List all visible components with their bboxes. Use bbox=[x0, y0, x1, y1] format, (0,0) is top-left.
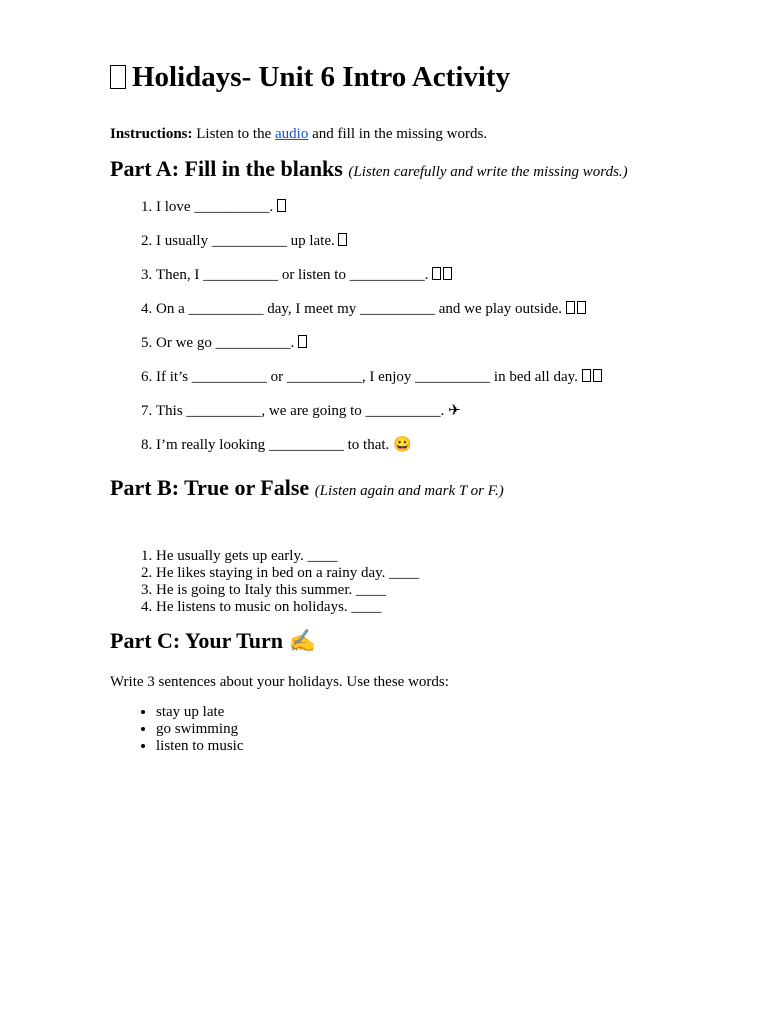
list-item: • go swimming bbox=[156, 721, 710, 738]
missing-glyph-icon bbox=[566, 301, 575, 314]
part-a-item-8: I’m really looking __________ to that. bbox=[156, 437, 390, 453]
list-item bbox=[156, 197, 710, 217]
part-c bbox=[110, 626, 710, 755]
smiley-icon: 😀 bbox=[393, 437, 412, 453]
list-item bbox=[156, 367, 710, 387]
page-title bbox=[110, 58, 710, 96]
part-a-list bbox=[110, 197, 710, 455]
list-item bbox=[156, 299, 710, 319]
list-item: 3. He is going to Italy this summer. ____ bbox=[156, 582, 710, 599]
part-b-list bbox=[110, 548, 710, 616]
missing-glyph-icon bbox=[577, 301, 586, 314]
instructions-label: Instructions: bbox=[110, 126, 193, 142]
part-c-heading bbox=[110, 626, 710, 656]
list-item: • stay up late bbox=[156, 704, 710, 721]
audio-link[interactable]: audio bbox=[275, 126, 309, 142]
part-b-title: Part B: True or False bbox=[110, 475, 310, 500]
part-a-item-2: I usually __________ up late. bbox=[156, 233, 335, 249]
airplane-icon: ✈ bbox=[448, 403, 461, 419]
part-b bbox=[110, 473, 710, 616]
missing-glyph-icon bbox=[338, 233, 347, 246]
part-c-title: Part C: Your Turn bbox=[110, 628, 283, 653]
part-a bbox=[110, 154, 710, 455]
missing-glyph-icon bbox=[593, 369, 602, 382]
missing-glyph-icon bbox=[298, 335, 307, 348]
document-content bbox=[110, 58, 710, 755]
part-a-title: Part A: Fill in the blanks bbox=[110, 156, 343, 181]
list-item bbox=[156, 265, 710, 285]
list-item bbox=[156, 435, 710, 455]
word-list bbox=[110, 704, 710, 755]
part-a-item-3: Then, I __________ or listen to __________. bbox=[156, 267, 429, 283]
list-item: 1. He usually gets up early. ____ bbox=[156, 548, 710, 565]
missing-glyph-icon bbox=[582, 369, 591, 382]
list-item: 2. He likes staying in bed on a rainy day. ____ bbox=[156, 565, 710, 582]
part-c-prompt: Write 3 sentences about your holidays. Use these words: bbox=[110, 674, 449, 690]
list-item bbox=[156, 231, 710, 251]
part-a-item-4: On a __________ day, I meet my __________ and we play outside. bbox=[156, 301, 563, 317]
missing-glyph-icon bbox=[277, 199, 286, 212]
part-a-item-6: If it’s __________ or __________, I enjoy __________ in bed all day. bbox=[156, 369, 578, 385]
missing-glyph-icon bbox=[110, 65, 126, 89]
missing-glyph-icon bbox=[432, 267, 441, 280]
list-item: 4. He listens to music on holidays. ____ bbox=[156, 599, 710, 616]
list-item bbox=[156, 333, 710, 353]
missing-glyph-icon bbox=[443, 267, 452, 280]
part-a-note: (Listen carefully and write the missing words.) bbox=[348, 164, 628, 180]
instructions-text-before: Listen to the bbox=[192, 126, 276, 142]
writing-hand-icon: ✍ bbox=[288, 628, 316, 653]
page-title-text: Holidays- Unit 6 Intro Activity bbox=[132, 61, 511, 93]
instructions bbox=[110, 124, 710, 144]
part-a-item-7: This __________, we are going to __________. bbox=[156, 403, 445, 419]
part-b-note: (Listen again and mark T or F.) bbox=[314, 483, 504, 499]
part-a-heading bbox=[110, 154, 710, 187]
part-b-heading bbox=[110, 473, 710, 506]
part-a-item-5: Or we go __________. bbox=[156, 335, 295, 351]
list-item: • listen to music bbox=[156, 738, 710, 755]
instructions-text-after: and fill in the missing words. bbox=[308, 126, 488, 142]
list-item bbox=[156, 401, 710, 421]
part-a-item-1: I love __________. bbox=[156, 199, 274, 215]
